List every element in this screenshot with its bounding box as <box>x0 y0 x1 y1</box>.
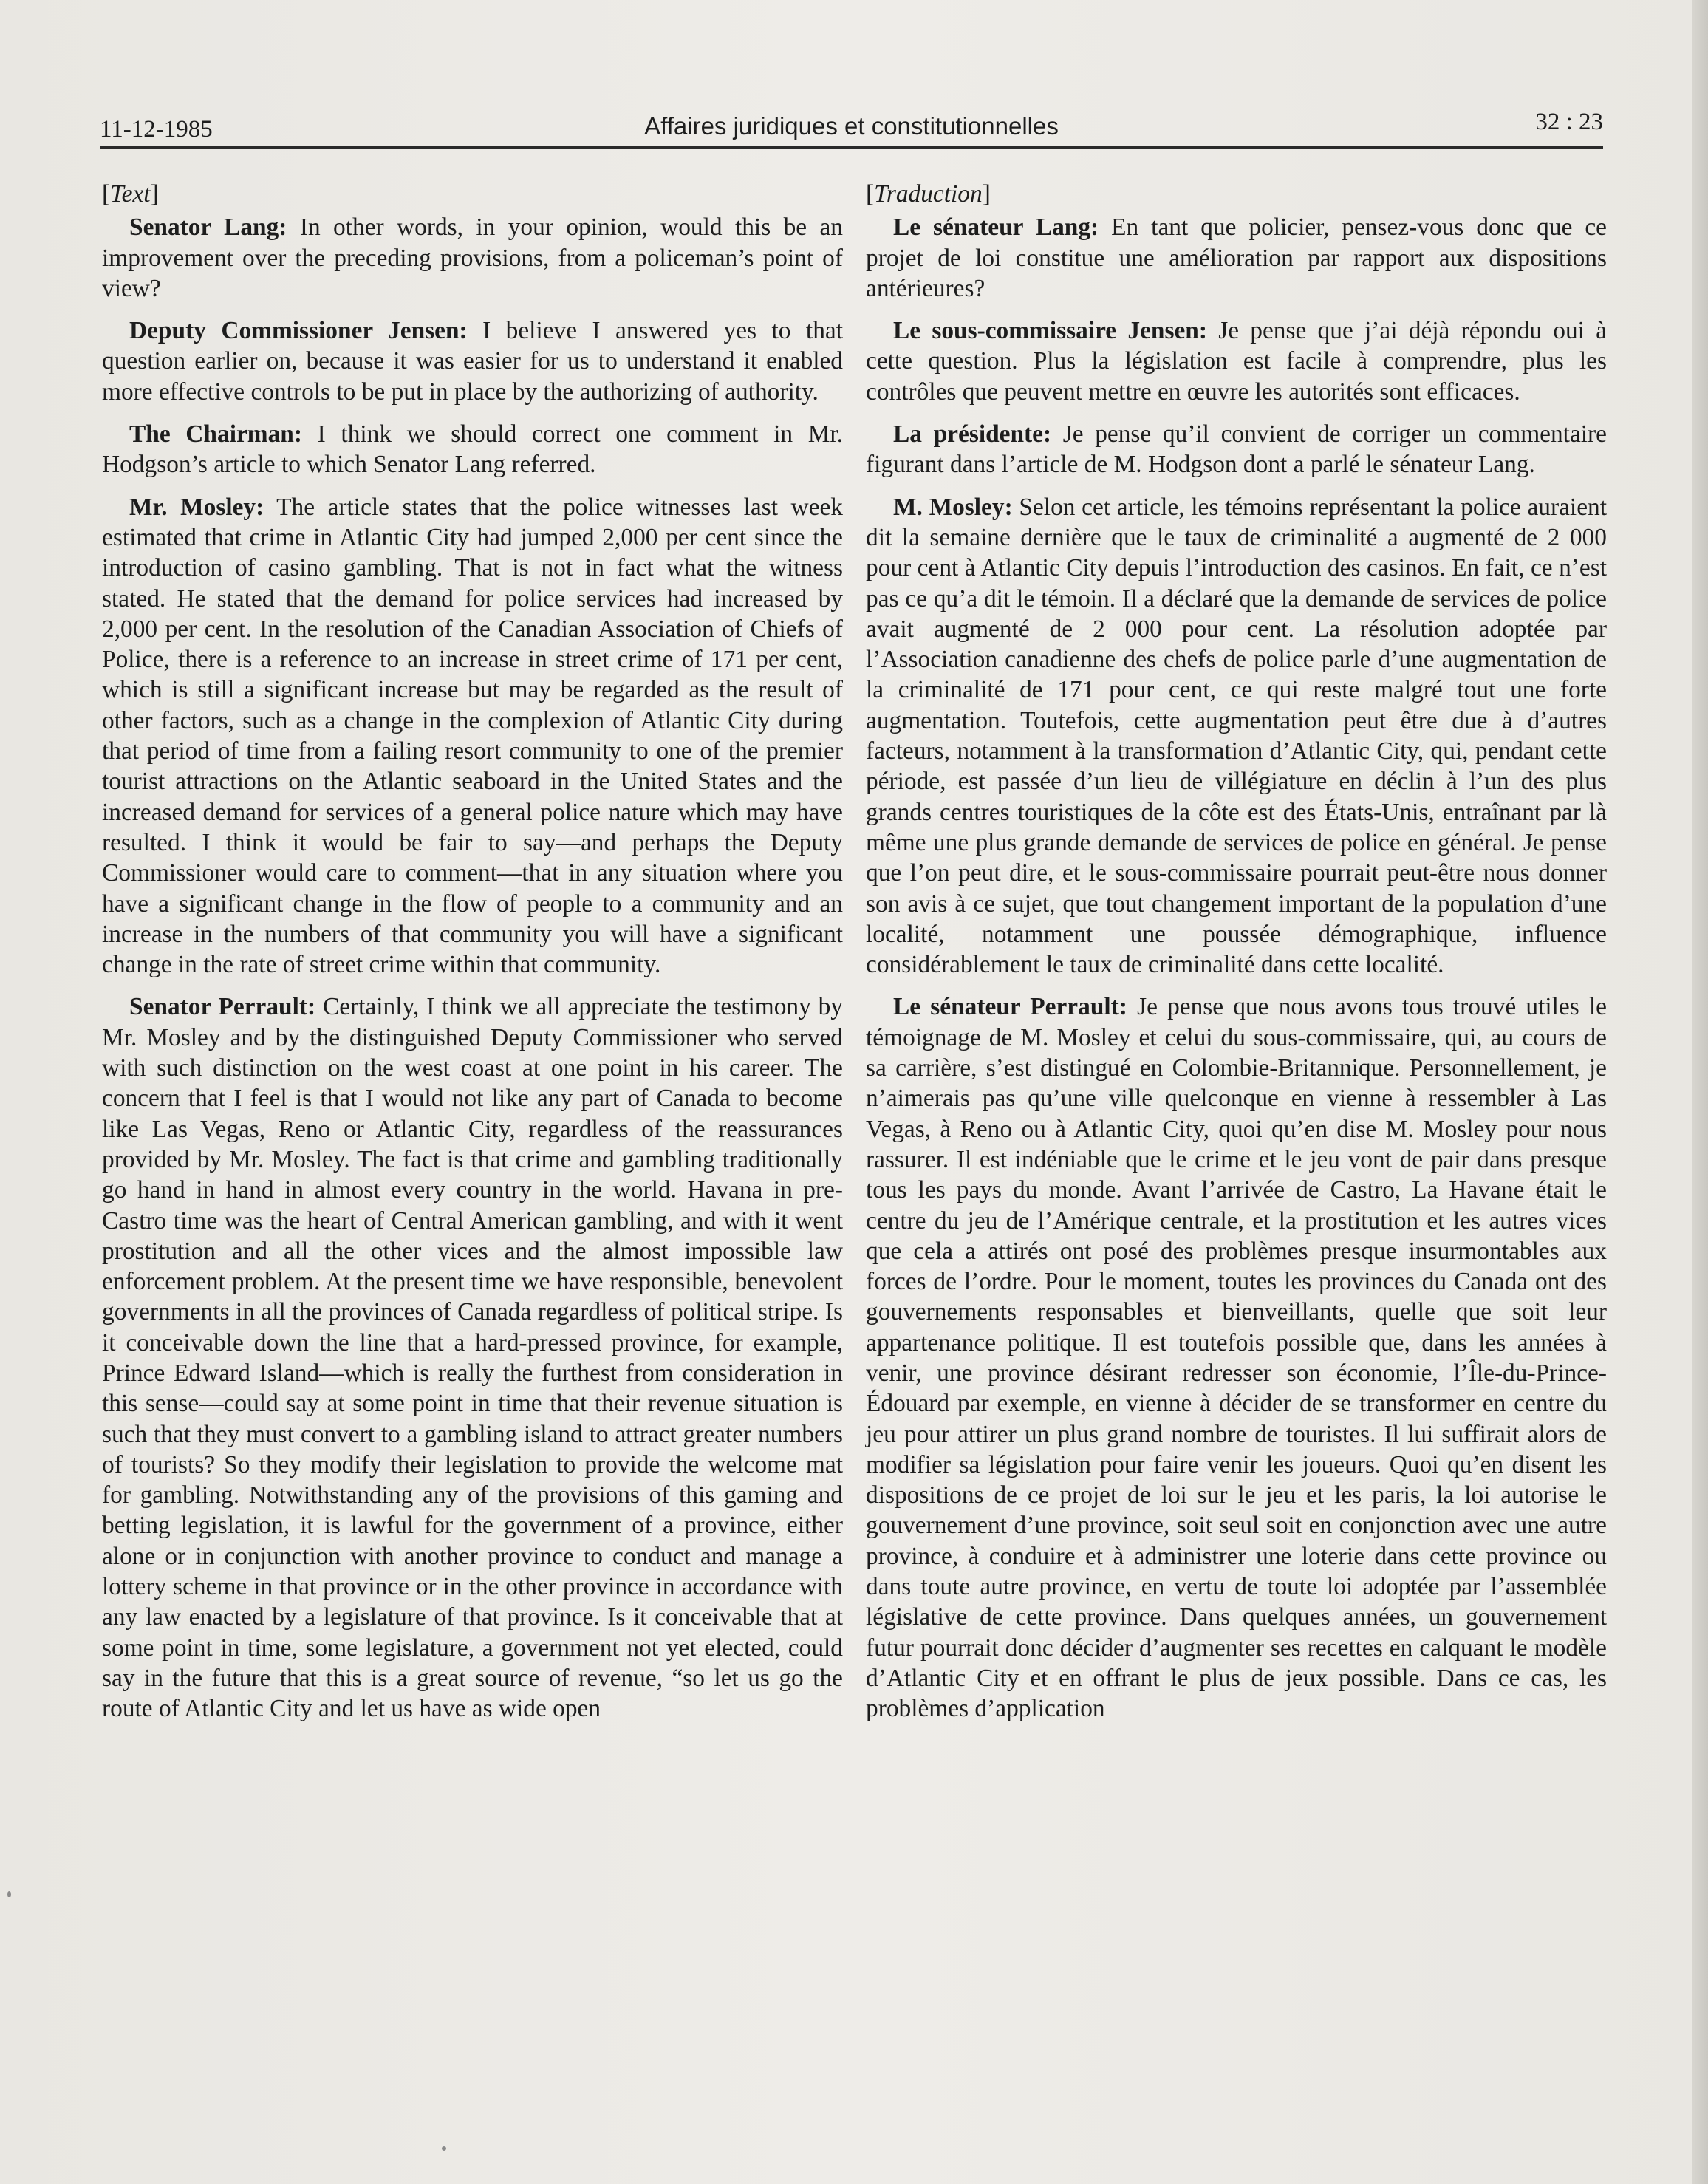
speaker: La présidente: <box>893 420 1052 448</box>
translation-tag: [Traduction] <box>866 180 991 208</box>
paragraph-text: Certainly, I think we all appreciate the testimony by Mr. Mosley and by the distinguished Deputy Commissioner who served with such distinction on the west coast at one point in his career. The concern that I feel is that I would not like any part of Canada to become like Las Vegas, Reno or Atlantic City, regardless of the reassurances provided by Mr. Mosley. The fact is that crime and gambling traditionally go hand in hand in almost every country in the world. Havana in pre-Castro time was the heart of Central American gambling, and with it went prostitution and all the other vices and the almost impossible law enforcement problem. At the present time we have responsible, benevolent governments in all the provinces of Canada regardless of political stripe. Is it conceivable down the line that a hard-pressed province, for example, Prince Edward Island—which is really the furthest from consideration in this sense—could say at some point in time that their revenue situation is such that they must convert to a gambling island to attract greater numbers of tourists? So they modify their legislation to provide the welcome mat for gambling. Notwithstanding any of the provisions of this gaming and betting legislation, it is lawful for the government of a province, either alone or in conjunction with another province to conduct and manage a lottery scheme in that province or in the other province in accordance with any law enacted by a legislature of that province. Is it conceivable that at some point in time, some legislature, a government not yet elected, could say in the future that this is a great source of revenue, “so let us go the route of Atlantic City and let us have as wide open <box>102 993 843 1723</box>
speaker: Senator Perrault: <box>129 993 316 1021</box>
page-header <box>100 95 1603 149</box>
scan-speck <box>442 2146 446 2151</box>
paragraph <box>102 315 843 407</box>
paragraph-text: Je pense que nous avons tous trouvé utiles le témoignage de M. Mosley et celui du sous-commissaire, qui, au cours de sa carrière, s’est distingué en Colombie-Britannique. Personnellement, je n’aimerais pas qu’une ville quelconque en vienne à ressembler à Las Vegas, à Reno ou à Atlantic City, quoi qu’en dise M. Mosley pour nous rassurer. Il est indéniable que le crime et le jeu vont de pair dans presque tous les pays du monde. Avant l’arrivée de Castro, La Havane était le centre du jeu de l’Amérique centrale, et la prostitution et les autres vices que cela a attirés ont posé des problèmes presque insurmontables aux forces de l’ordre. Pour le moment, toutes les provinces du Canada ont des gouvernements responsables et bienveillants, quelle que soit leur appartenance politique. Il est toutefois possible que, dans les années à venir, une province désirant redresser son économie, l’Île-du-Prince-Édouard par exemple, en vienne à décider de se transformer en centre du jeu pour attirer un plus grand nombre de touristes. Il lui suffirait alors de modifier sa législation pour faire venir les joueurs. Quoi qu’en disent les dispositions de ce projet de loi sur le jeu et les paris, la loi autorise le gouvernement d’une province, soit seul soit en conjonction avec une autre province, à conduire et à administrer une loterie dans cette province ou dans toute autre province, en vertu de toute loi adoptée par l’assemblée législative de cette province. Dans quelques années, un gouvernement futur pourrait donc décider d’augmenter ses recettes en calquant le modèle d’Atlantic City et en offrant le plus de jeux possible. Dans ce cas, les problèmes d’application <box>866 993 1607 1723</box>
paragraph <box>866 492 1607 980</box>
paragraph <box>866 419 1607 480</box>
paragraph-text: I believe I answered yes to that question earlier on, because it was easier for us to understand it enabled more effective controls to be put in place by the authorizing of authority. <box>102 317 843 406</box>
paragraph-text: The article states that the police witnesses last week estimated that crime in Atlantic City had jumped 2,000 per cent since the introduction of casino gambling. That is not in fact what the witness stated. He stated that the demand for police services had increased by 2,000 per cent. In the resolution of the Canadian Association of Chiefs of Police, there is a reference to an increase in street crime of 171 per cent, which is still a significant increase but may be regarded as the result of other factors, such as a change in the complexion of Atlantic City during that period of time from a failing resort community to one of the premier tourist attractions on the Atlantic seaboard in the United States and the increased demand for services of a general police nature which may have resulted. I think it would be fair to say—and perhaps the Deputy Commissioner would care to comment—that in any situation where you have a significant change in the flow of people to a community and an increase in the numbers of that community you will have a significant change in the rate of street crime within that community. <box>102 493 843 979</box>
speaker: The Chairman: <box>129 420 302 448</box>
speaker: Deputy Commissioner Jensen: <box>129 317 468 345</box>
page-edge <box>1692 0 1708 2184</box>
speaker: Senator Lang: <box>129 214 287 242</box>
paragraph-text: Je pense que j’ai déjà répondu oui à cette question. Plus la législation est facile à comprendre, plus les contrôles que peuvent mettre en œuvre les autorités sont efficaces. <box>866 317 1607 406</box>
paragraph <box>102 212 843 304</box>
paragraph-text: I think we should correct one comment in Mr. Hodgson’s article to which Senator Lang referred. <box>102 420 844 479</box>
scan-speck <box>7 1891 11 1897</box>
text-tag: [Text] <box>102 180 159 208</box>
paragraph <box>102 492 843 980</box>
header-date: 11-12-1985 <box>100 116 213 143</box>
paragraph <box>866 212 1607 304</box>
speaker: Le sénateur Perrault: <box>893 993 1127 1021</box>
french-column <box>866 179 1607 1736</box>
speaker: Le sénateur Lang: <box>893 214 1099 242</box>
speaker: Le sous-commissaire Jensen: <box>893 317 1207 345</box>
paragraph-text: Je pense qu’il convient de corriger un commentaire figurant dans l’article de M. Hodgson dont a parlé le sénateur Lang. <box>866 420 1607 479</box>
header-page-number: 32 : 23 <box>1535 109 1603 135</box>
paragraph-text: In other words, in your opinion, would this be an improvement over the preceding provisions, from a policeman’s point of view? <box>102 214 844 302</box>
speaker: M. Mosley: <box>893 493 1013 521</box>
paragraph <box>102 419 843 480</box>
paragraph <box>102 992 843 1724</box>
paragraph-text: En tant que policier, pensez-vous donc que ce projet de loi constitue une amélioration par rapport aux dispositions antérieures? <box>866 214 1607 302</box>
speaker: Mr. Mosley: <box>129 493 264 521</box>
paragraph <box>866 315 1607 407</box>
english-column <box>102 179 843 1736</box>
paragraph-text: Selon cet article, les témoins représentant la police auraient dit la semaine dernière que le taux de criminalité a augmenté de 2 000 pour cent à Atlantic City depuis l’introduction des casinos. En fait, ce n’est pas ce qu’a dit le témoin. Il a déclaré que la demande de services de police avait augmenté de 2 000 pour cent. La résolution adoptée par l’Association canadienne des chefs de police parle d’une augmentation de la criminalité de 171 pour cent, ce qui reste malgré tout une forte augmentation. Toutefois, cette augmentation peut être due à d’autres facteurs, notamment à la transformation d’Atlantic City, qui, pendant cette période, est passée d’un lieu de villégiature en déclin à l’un des plus grands centres touristiques de la côte est des États-Unis, entraînant par là même une plus grande demande de services de police en général. Je pense que l’on peut dire, et le sous-commissaire pourrait peut-être nous donner son avis à ce sujet, que tout changement important de la population d’une localité, notamment une poussée démographique, influence considérablement le taux de criminalité dans cette localité. <box>866 493 1607 979</box>
paragraph <box>866 992 1607 1724</box>
header-title: Affaires juridiques et constitutionnelles <box>644 112 1059 140</box>
